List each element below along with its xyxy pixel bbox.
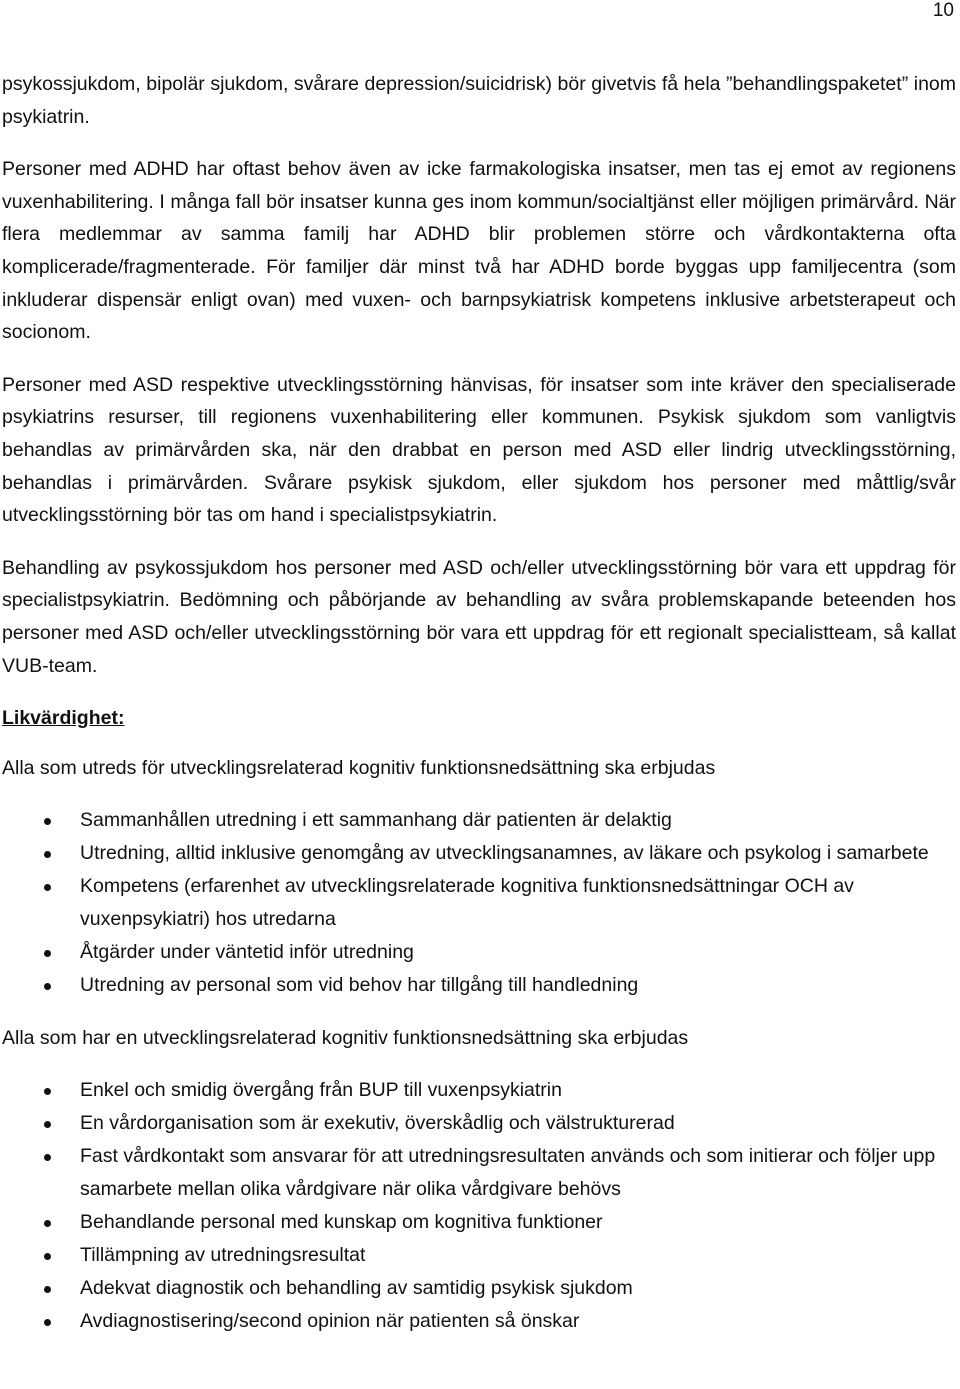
list-item: En vårdorganisation som är exekutiv, överskådlig och välstrukturerad bbox=[2, 1107, 956, 1140]
bullet-icon bbox=[44, 1286, 51, 1293]
paragraph-asd: Personer med ASD respektive utvecklingsstörning hänvisas, för insatser som inte kräver den specialiserade psykiatrins resurser, till regionens vuxenhabilitering eller kommunen. Psykisk sjukdom som vanligtvis behandlas av primärvården ska, när den drabbat en person med ASD eller lindrig utvecklingsstörning, behandlas i primärvården. Svårare psykisk sjukdom, eller sjukdom hos personer med måttlig/svår utvecklingsstörning bör tas om hand i specialistpsykiatrin. bbox=[2, 373, 956, 527]
list-item: Kompetens (erfarenhet av utvecklingsrelaterade kognitiva funktionsnedsättningar OCH av vuxenpsykiatri) hos utredarna bbox=[2, 870, 956, 936]
list-item: Tillämpning av utredningsresultat bbox=[2, 1239, 956, 1272]
list-item: Sammanhållen utredning i ett sammanhang där patienten är delaktig bbox=[2, 804, 956, 837]
bullet-icon bbox=[44, 1121, 51, 1128]
bullet-icon bbox=[44, 1253, 51, 1260]
bullet-icon bbox=[44, 950, 51, 957]
list-item: Adekvat diagnostik och behandling av samtidig psykisk sjukdom bbox=[2, 1272, 956, 1305]
section-heading: Likvärdighet: bbox=[2, 707, 125, 730]
list-item: Åtgärder under väntetid inför utredning bbox=[2, 936, 956, 969]
bullet-list-assessment bbox=[2, 804, 956, 1002]
bullet-icon bbox=[44, 818, 51, 825]
bullet-icon bbox=[44, 1154, 51, 1161]
list-item: Enkel och smidig övergång från BUP till vuxenpsykiatrin bbox=[2, 1074, 956, 1107]
paragraph-psychiatry: psykossjukdom, bipolär sjukdom, svårare depression/suicidrisk) bör givetvis få hela ”behandlingspaketet” inom psykiatrin. bbox=[2, 73, 956, 128]
list-item: Utredning, alltid inklusive genomgång av utvecklingsanamnes, av läkare och psykolog i samarbete bbox=[2, 837, 956, 870]
document-body bbox=[2, 68, 956, 1358]
list-intro-support: Alla som har en utvecklingsrelaterad kognitiv funktionsnedsättning ska erbjudas bbox=[2, 1027, 689, 1050]
bullet-list-support bbox=[2, 1074, 956, 1338]
bullet-icon bbox=[44, 884, 51, 891]
bullet-icon bbox=[44, 1319, 51, 1326]
list-intro-assessment: Alla som utreds för utvecklingsrelaterad kognitiv funktionsnedsättning ska erbjudas bbox=[2, 757, 716, 780]
list-item: Avdiagnostisering/second opinion när patienten så önskar bbox=[2, 1305, 956, 1338]
bullet-icon bbox=[44, 851, 51, 858]
list-item: Behandlande personal med kunskap om kognitiva funktioner bbox=[2, 1206, 956, 1239]
bullet-icon bbox=[44, 983, 51, 990]
list-item: Fast vårdkontakt som ansvarar för att utredningsresultaten används och som initierar och följer upp samarbete mellan olika vårdgivare när olika vårdgivare behövs bbox=[2, 1140, 956, 1206]
page-number: 10 bbox=[932, 0, 954, 21]
list-item: Utredning av personal som vid behov har tillgång till handledning bbox=[2, 969, 956, 1002]
bullet-icon bbox=[44, 1088, 51, 1095]
paragraph-psychosis-treatment: Behandling av psykossjukdom hos personer med ASD och/eller utvecklingsstörning bör vara ett uppdrag för specialistpsykiatrin. Bedömning och påbörjande av behandling av svåra problemskapande beteenden hos personer med ASD och/eller utvecklingsstörning bör vara ett uppdrag för ett regionalt specialistteam, så kallat VUB-team. bbox=[2, 556, 956, 677]
bullet-icon bbox=[44, 1220, 51, 1227]
paragraph-adhd: Personer med ADHD har oftast behov även av icke farmakologiska insatser, men tas ej emot av regionens vuxenhabilitering. I många fall bör insatser kunna ges inom kommun/socialtjänst eller möjligen primärvård. När flera medlemmar av samma familj har ADHD blir problemen större och vårdkontakterna ofta komplicerade/fragmenterade. För familjer där minst två har ADHD borde byggas upp familjecentra (som inkluderar dispensär enligt ovan) med vuxen- och barnpsykiatrisk kompetens inklusive arbetsterapeut och socionom. bbox=[2, 158, 956, 344]
